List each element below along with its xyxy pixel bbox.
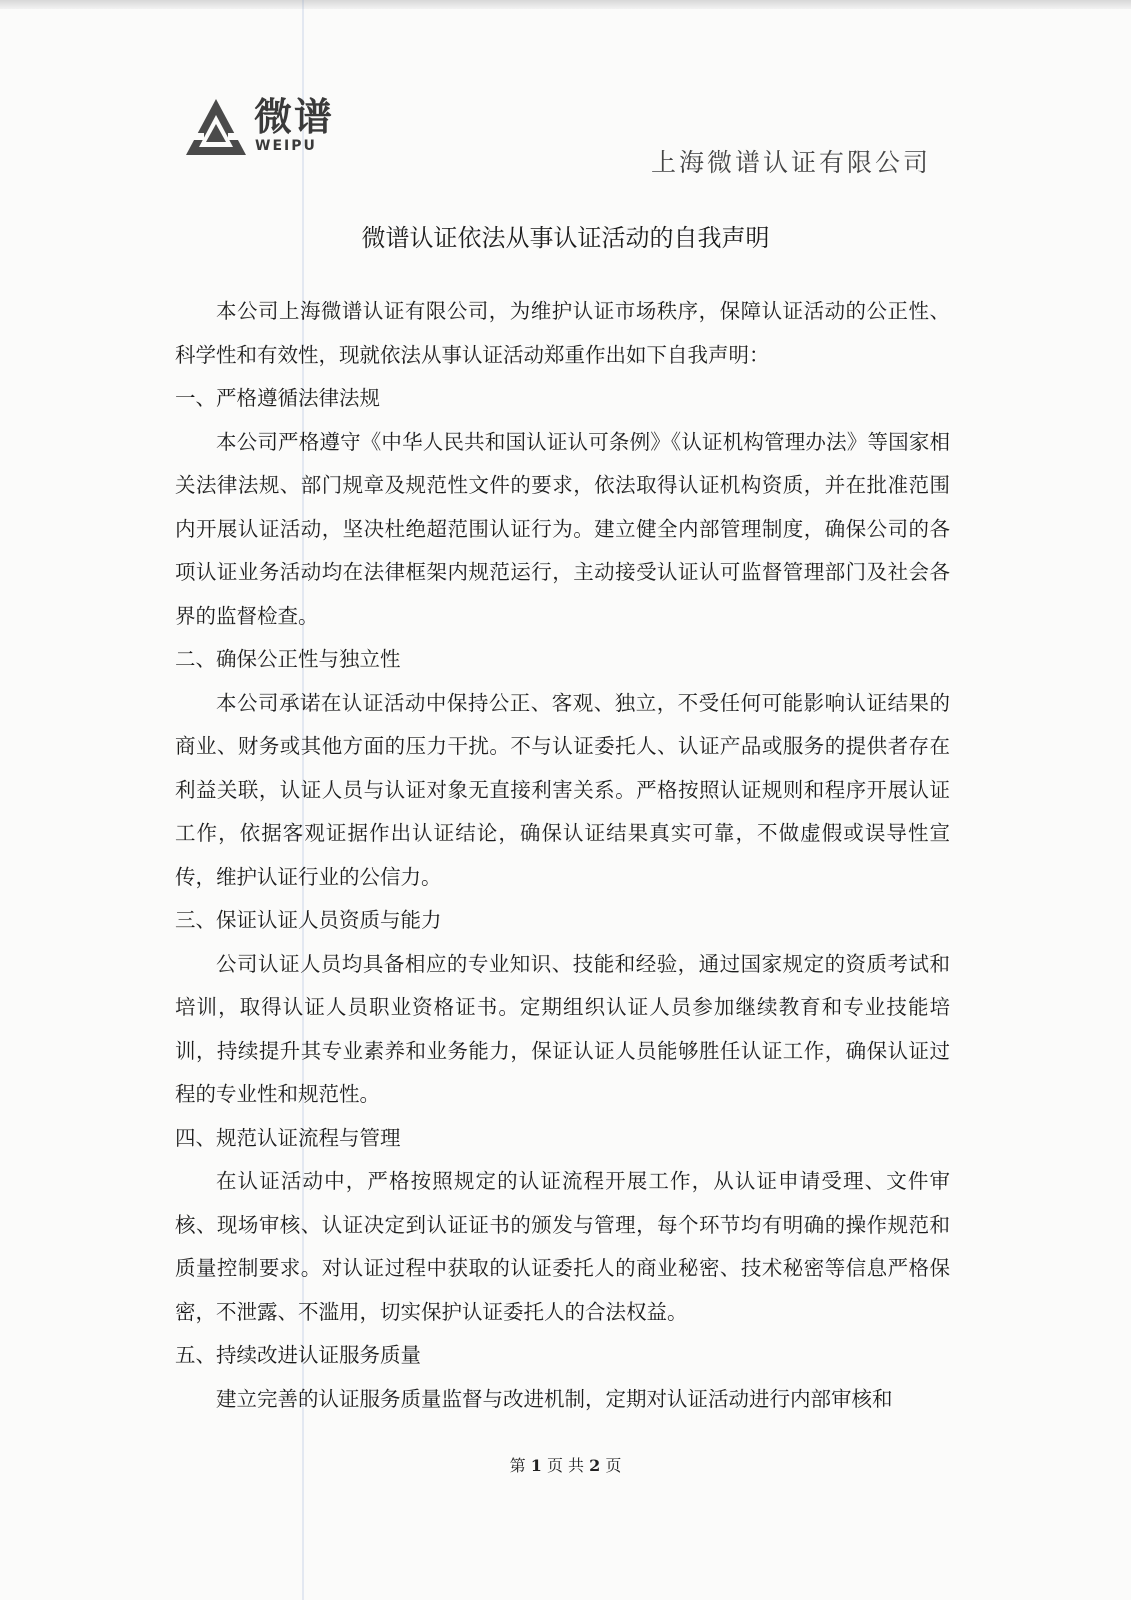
logo-english-text: WEIPU bbox=[255, 138, 317, 154]
section-text-1: 本公司严格遵守《中华人民共和国认证认可条例》《认证机构管理办法》等国家相关法律法规、部门规章及规范性文件的要求，依法取得认证机构资质，并在批准范围内开展认证活动，坚决杜绝超范围认证行为。建立健全内部管理制度，确保公司的各项认证业务活动均在法律框架内规范运行，主动接受认证认可监督管理部门及社会各界的监督检查。 bbox=[175, 429, 950, 628]
footer-total-pages: 2 bbox=[589, 1456, 601, 1475]
section-text-3: 公司认证人员均具备相应的专业知识、技能和经验，通过国家规定的资质考试和培训，取得认证人员职业资格证书。定期组织认证人员参加继续教育和专业技能培训，持续提升其专业素养和业务能力，保证认证人员能够胜任认证工作，确保认证过程的专业性和规范性。 bbox=[175, 951, 950, 1106]
footer-page-number: 1 bbox=[530, 1456, 542, 1475]
section-heading-4: 四、规范认证流程与管理 bbox=[175, 1125, 401, 1150]
section-text-2: 本公司承诺在认证活动中保持公正、客观、独立，不受任何可能影响认证结果的商业、财务或其他方面的压力干扰。不与认证委托人、认证产品或服务的提供者存在利益关联，认证人员与认证对象无直接利害关系。严格按照认证规则和程序开展认证工作，依据客观证据作出认证结论，确保认证结果真实可靠，不做虚假或误导性宣传，维护认证行业的公信力。 bbox=[175, 690, 950, 889]
company-name: 上海微谱认证有限公司 bbox=[650, 148, 931, 177]
intro-paragraph: 本公司上海微谱认证有限公司，为维护认证市场秩序，保障认证活动的公正性、科学性和有效性，现就依法从事认证活动郑重作出如下自我声明： bbox=[175, 299, 950, 367]
section-heading-1: 一、严格遵循法律法规 bbox=[175, 386, 380, 410]
section-heading-5: 五、持续改进认证服务质量 bbox=[175, 1343, 421, 1367]
document-title: 微谱认证依法从事认证活动的自我声明 bbox=[361, 224, 770, 252]
section-heading-3: 三、保证认证人员资质与能力 bbox=[175, 908, 442, 932]
footer-prefix: 第 bbox=[509, 1456, 526, 1475]
footer-suffix: 页 bbox=[605, 1456, 622, 1475]
weipu-logo-icon bbox=[184, 97, 248, 159]
footer-middle: 页 共 bbox=[546, 1456, 585, 1475]
section-text-4: 在认证活动中，严格按照规定的认证流程开展工作，从认证申请受理、文件审核、现场审核、认证决定到认证证书的颁发与管理，每个环节均有明确的操作规范和质量控制要求。对认证过程中获取的认证委托人的商业秘密、技术秘密等信息严格保密，不泄露、不滥用，切实保护认证委托人的合法权益。 bbox=[175, 1169, 950, 1324]
company-logo bbox=[184, 97, 344, 159]
scan-top-edge bbox=[0, 0, 1131, 9]
section-heading-2: 二、确保公正性与独立性 bbox=[175, 647, 401, 671]
logo-chinese-text: 微谱 bbox=[254, 95, 335, 139]
section-text-5: 建立完善的认证服务质量监督与改进机制，定期对认证活动进行内部审核和 bbox=[216, 1386, 893, 1411]
document-body bbox=[175, 290, 950, 1421]
page-footer bbox=[0, 1453, 1131, 1476]
